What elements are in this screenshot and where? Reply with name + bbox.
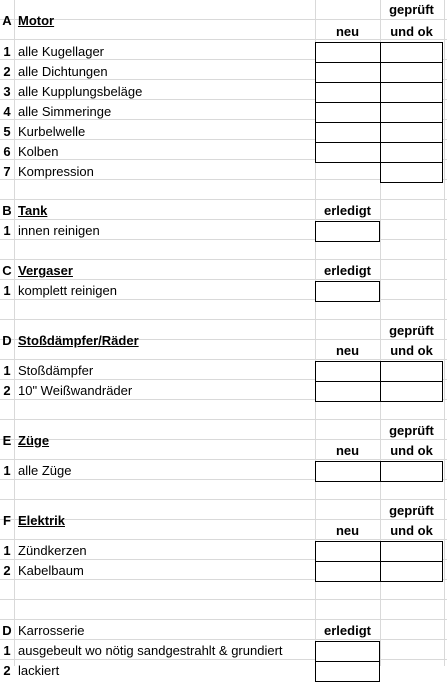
item-label: innen reinigen <box>18 223 100 238</box>
item-label: alle Simmeringe <box>18 104 112 119</box>
column-header-neu: neu <box>335 523 360 538</box>
checkbox-neu[interactable] <box>315 461 381 482</box>
column-header-erledigt: erledigt <box>324 203 371 218</box>
section-header <box>0 501 447 541</box>
section-header <box>0 0 447 42</box>
checkbox-neu[interactable] <box>315 82 381 103</box>
column-header-neu: neu <box>335 343 360 358</box>
item-number: 1 <box>3 223 11 238</box>
section-letter: D <box>2 623 12 638</box>
item-number: 1 <box>3 643 11 658</box>
section-title: Züge <box>18 433 50 448</box>
checkbox-erledigt[interactable] <box>315 641 380 662</box>
item-label: Zündkerzen <box>18 543 87 558</box>
column-header-geprueft: geprüft <box>389 323 434 338</box>
item-label: alle Züge <box>18 463 72 478</box>
checkbox-geprueft-ok[interactable] <box>380 162 443 183</box>
section-header <box>0 621 447 641</box>
section-letter: F <box>3 513 11 528</box>
item-number: 1 <box>3 363 11 378</box>
item-label: ausgebeult wo nötig sandgestrahlt & grundiert <box>18 643 283 658</box>
item-number: 2 <box>3 563 11 578</box>
item-label: alle Kupplungsbeläge <box>18 84 143 99</box>
checkbox-geprueft-ok[interactable] <box>380 381 443 402</box>
section-header <box>0 421 447 461</box>
item-label: Kompression <box>18 164 94 179</box>
section-title: Vergaser <box>18 263 73 278</box>
checkbox-erledigt[interactable] <box>315 661 380 682</box>
checkbox-neu[interactable] <box>315 42 381 63</box>
section-letter: D <box>2 333 12 348</box>
checkbox-geprueft-ok[interactable] <box>380 102 443 123</box>
item-number: 2 <box>3 663 11 678</box>
checkbox-geprueft-ok[interactable] <box>380 122 443 143</box>
item-number: 7 <box>3 164 11 179</box>
item-label: Kolben <box>18 144 59 159</box>
checkbox-neu[interactable] <box>315 381 381 402</box>
column-header-geprueft: geprüft <box>389 423 434 438</box>
checkbox-neu[interactable] <box>315 62 381 83</box>
section-header <box>0 321 447 361</box>
section-title: Karrosserie <box>18 623 85 638</box>
column-header-geprueft: geprüft <box>389 503 434 518</box>
item-number: 4 <box>3 104 11 119</box>
column-header-und-ok: und ok <box>390 24 433 39</box>
item-label: Kurbelwelle <box>18 124 86 139</box>
checkbox-neu[interactable] <box>315 122 381 143</box>
column-header-erledigt: erledigt <box>324 623 371 638</box>
column-header-geprueft: geprüft <box>389 2 434 17</box>
item-label: alle Kugellager <box>18 44 105 59</box>
checkbox-erledigt[interactable] <box>315 281 380 302</box>
item-number: 2 <box>3 383 11 398</box>
item-label: komplett reinigen <box>18 283 117 298</box>
column-header-und-ok: und ok <box>390 523 433 538</box>
checkbox-neu[interactable] <box>315 561 381 582</box>
section-title: Tank <box>18 203 48 218</box>
checkbox-geprueft-ok[interactable] <box>380 541 443 562</box>
item-number: 6 <box>3 144 11 159</box>
section-title: Elektrik <box>18 513 65 528</box>
section-header <box>0 261 447 281</box>
checkbox-geprueft-ok[interactable] <box>380 82 443 103</box>
checkbox-geprueft-ok[interactable] <box>380 42 443 63</box>
column-header-neu: neu <box>335 443 360 458</box>
section-letter: B <box>2 203 12 218</box>
section-letter: A <box>2 13 12 28</box>
checkbox-neu[interactable] <box>315 142 381 163</box>
checkbox-neu[interactable] <box>315 541 381 562</box>
column-header-neu: neu <box>335 24 360 39</box>
item-number: 1 <box>3 283 11 298</box>
item-label: alle Dichtungen <box>18 64 108 79</box>
column-header-und-ok: und ok <box>390 443 433 458</box>
item-label: lackiert <box>18 663 60 678</box>
checkbox-erledigt[interactable] <box>315 221 380 242</box>
item-label: 10" Weißwandräder <box>18 383 133 398</box>
item-label: Kabelbaum <box>18 563 84 578</box>
checkbox-neu[interactable] <box>315 361 381 382</box>
checkbox-geprueft-ok[interactable] <box>380 361 443 382</box>
checkbox-geprueft-ok[interactable] <box>380 62 443 83</box>
column-header-erledigt: erledigt <box>324 263 371 278</box>
section-header <box>0 201 447 221</box>
checkbox-geprueft-ok[interactable] <box>380 142 443 163</box>
section-letter: E <box>2 433 12 448</box>
item-number: 2 <box>3 64 11 79</box>
item-number: 1 <box>3 463 11 478</box>
checkbox-geprueft-ok[interactable] <box>380 561 443 582</box>
item-number: 5 <box>3 124 11 139</box>
checkbox-neu[interactable] <box>315 102 381 123</box>
checkbox-geprueft-ok[interactable] <box>380 461 443 482</box>
item-number: 1 <box>3 44 11 59</box>
item-number: 1 <box>3 543 11 558</box>
item-label: Stoßdämpfer <box>18 363 94 378</box>
section-letter: C <box>2 263 12 278</box>
section-title: Stoßdämpfer/Räder <box>18 333 139 348</box>
section-title: Motor <box>18 13 55 28</box>
column-header-und-ok: und ok <box>390 343 433 358</box>
item-number: 3 <box>3 84 11 99</box>
